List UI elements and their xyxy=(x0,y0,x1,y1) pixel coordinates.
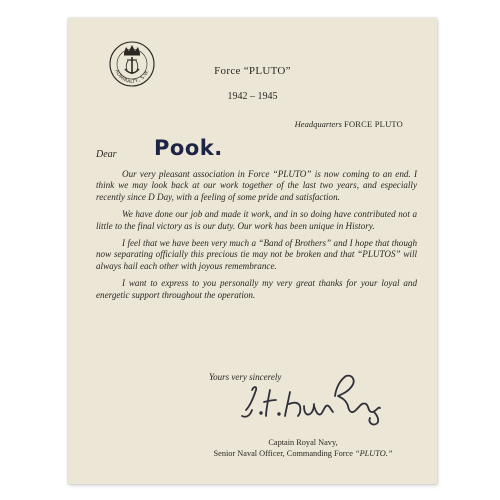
signatory-rank: Captain Royal Navy, xyxy=(268,438,338,447)
admiralty-crest-icon xyxy=(108,40,156,88)
headquarters-line xyxy=(295,119,403,129)
letter-body xyxy=(96,169,417,307)
salutation-dear: Dear xyxy=(96,149,117,160)
body-paragraph: We have done our job and made it work, and in so doing have contributed not a little to the final victory as is our duty. Our work has been unique in History. xyxy=(96,209,417,231)
letter-title: Force “PLUTO” xyxy=(214,65,291,77)
letter-closing: Yours very sincerely xyxy=(209,372,282,382)
signatory-role xyxy=(178,448,428,459)
signatory-role-force: “PLUTO.” xyxy=(355,449,393,458)
letter-years: 1942 – 1945 xyxy=(227,91,278,102)
body-paragraph: Our very pleasant association in Force “PLUTO” is now coming to an end. I think we may look back at our work together of the last two years, and especially recently since D Day, with a feeling of some pride and satisfaction. xyxy=(96,169,417,202)
headquarters-prefix: Headquarters xyxy=(294,119,342,129)
body-paragraph: I feel that we have been very much a “Band of Brothers” and I hope that though now separating officially this precious tie may not be broken and that “PLUTOS” will always hail each other with joyous remembrance. xyxy=(96,238,417,271)
svg-text:ADMIRALTY, S.W.: ADMIRALTY, S.W. xyxy=(113,69,151,86)
handwritten-signature xyxy=(234,366,394,428)
letter-paper xyxy=(68,18,437,484)
headquarters-name: FORCE PLUTO xyxy=(344,119,403,129)
signatory-block xyxy=(178,437,428,459)
body-paragraph: I want to express to you personally my very great thanks for your loyal and energetic support throughout the operation. xyxy=(96,278,417,300)
signatory-role-prefix: Senior Naval Officer, Commanding Force xyxy=(213,449,353,458)
salutation-addressee: Pook. xyxy=(154,136,223,160)
